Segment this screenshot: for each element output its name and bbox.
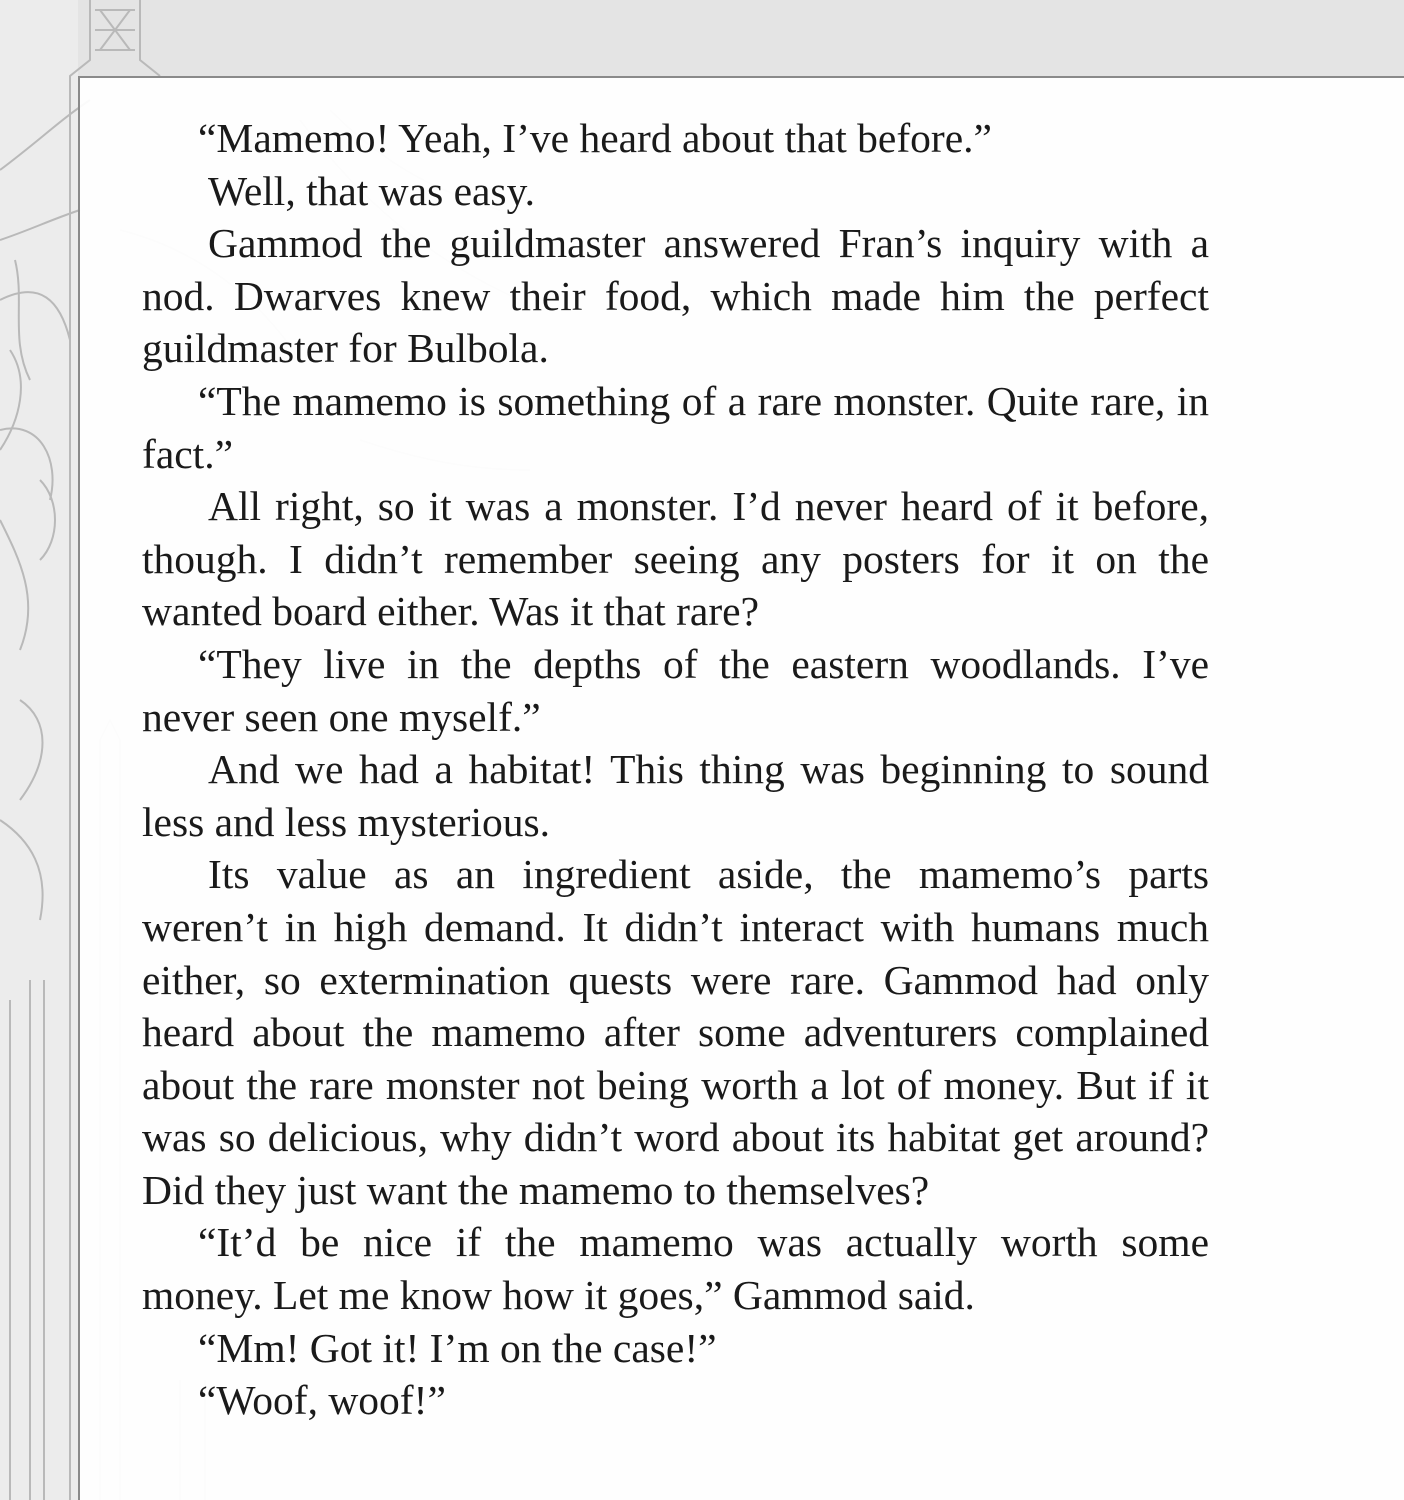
paragraph: “It’d be nice if the mamemo was actually worth some money. Let me know how it goes,” Gammod said. bbox=[142, 1219, 1209, 1319]
paragraph: “Woof, woof!” bbox=[198, 1377, 446, 1424]
paragraph: Well, that was easy. bbox=[208, 167, 536, 214]
paragraph: All right, so it was a monster. I’d never heard of it before, though. I didn’t remember seeing any posters for it on the wanted board either. Was it that rare? bbox=[142, 483, 1209, 635]
paragraph: “The mamemo is something of a rare monster. Quite rare, in fact.” bbox=[142, 377, 1209, 477]
paragraph: Its value as an ingredient aside, the mamemo’s parts weren’t in high demand. It didn’t interact with humans much either, so extermination quests were rare. Gammod had only heard about the mamemo after some adventurers complained about the rare monster not being worth a lot of money. But if it was so delicious, why didn’t word about its habitat get around? Did they just want the mamemo to themselves? bbox=[142, 851, 1209, 1213]
paragraph: “Mamemo! Yeah, I’ve heard about that before.” bbox=[198, 115, 992, 161]
paragraph: “They live in the depths of the eastern woodlands. I’ve never seen one myself.” bbox=[142, 640, 1209, 740]
paragraph: And we had a habitat! This thing was beginning to sound less and less mysterious. bbox=[142, 746, 1209, 845]
book-text bbox=[142, 112, 1209, 1427]
paragraph: Gammod the guildmaster answered Fran’s inquiry with a nod. Dwarves knew their food, which made him the perfect guildmaster for Bulbola. bbox=[142, 220, 1209, 372]
paragraph: “Mm! Got it! I’m on the case!” bbox=[198, 1324, 717, 1371]
